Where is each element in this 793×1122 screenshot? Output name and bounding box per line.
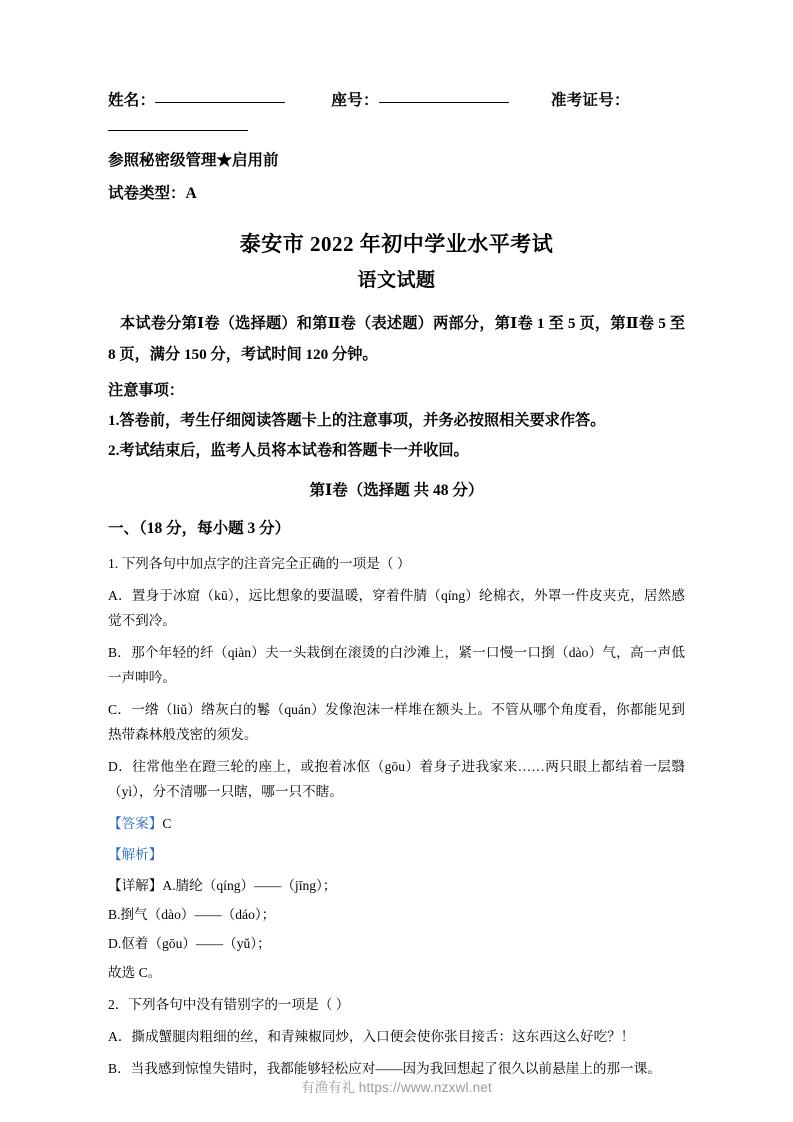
question-2-option-a: A．撕成蟹腿肉粗细的丝，和青辣椒同炒，入口便会使你张目接舌：这东西这么好吃？！: [108, 1029, 635, 1044]
notice-item-1: 1.答卷前，考生仔细阅读答题卡上的注意事项，并务必按照相关要求作答。: [108, 412, 606, 429]
page-title: 泰安市 2022 年初中学业水平考试: [239, 232, 554, 256]
notice-title: 注意事项：: [108, 382, 184, 399]
page-footer: [0, 1076, 793, 1096]
header-fields-line: [108, 88, 685, 114]
question-1-option-c: C．一绺（liǔ）绺灰白的鬈（quán）发像泡沫一样堆在额头上。不管从哪个角度看，你都能见到热带森林般茂密的须发。: [108, 702, 685, 742]
question-1-stem: 1. 下列各句中加点字的注音完全正确的一项是（ ）: [108, 556, 411, 571]
question-1-answer: [108, 811, 685, 836]
exam-id-blank-line: [108, 116, 685, 142]
question-2-stem: 2．下列各句中没有错别字的一项是（ ）: [108, 997, 350, 1012]
question-1-detail-line-2: B.捯气（dào）——（dáo）；: [108, 907, 276, 922]
question-1-detail-line-3: D.伛着（gōu）——（yǔ）；: [108, 936, 271, 951]
footer-brand: 有渔有礼: [300, 1080, 355, 1095]
detail-tag: 【详解】: [108, 878, 163, 893]
answer-value: C: [162, 816, 172, 831]
page-subtitle: 语文试题: [357, 270, 436, 291]
detail-text-1: A.腈纶（qíng）——（jīng）；: [162, 878, 337, 893]
notice-item-2: 2.考试结束后，监考人员将本试卷和答题卡一并收回。: [108, 442, 469, 459]
big-question-heading: 一、（18 分，每小题 3 分）: [108, 520, 291, 537]
section-heading: 第Ⅰ卷（选择题 共 48 分）: [309, 482, 484, 499]
question-1-detail-line-1: [108, 873, 685, 898]
question-1-analysis-tag: 【解析】: [108, 847, 163, 862]
name-blank: [155, 102, 285, 103]
paper-type-line: 试卷类型：A: [108, 185, 197, 202]
seat-label: 座号：: [331, 92, 379, 109]
answer-tag: 【答案】: [108, 816, 163, 831]
name-label: 姓名：: [108, 92, 156, 109]
exam-id-blank: [108, 130, 248, 131]
seat-blank: [379, 102, 509, 103]
question-1-option-b: B．那个年轻的纤（qiàn）夫一头栽倒在滚烫的白沙滩上，紧一口慢一口捯（dào）气，高一声低一声呻吟。: [108, 645, 685, 685]
secret-level-line: 参照秘密级管理★启用前: [108, 152, 279, 169]
footer-site: https://www.nzxwl.net: [358, 1080, 492, 1095]
question-1-option-a: A．置身于冰窟（kū），远比想象的要温暖，穿着件腈（qíng）纶棉衣，外罩一件皮夹克，居然感觉不到冷。: [108, 588, 685, 628]
question-1-detail-line-4: 故选 C。: [108, 965, 162, 980]
question-1-option-d: D．往常他坐在蹬三轮的座上，或抱着冰伛（gōu）着身子进我家来……两只眼上都结着一层翳（yì），分不清哪一只瞎，哪一只不瞎。: [108, 759, 685, 799]
exam-intro: 本试卷分第Ⅰ卷（选择题）和第Ⅱ卷（表述题）两部分，第Ⅰ卷 1 至 5 页，第Ⅱ卷 5 至 8 页，满分 150 分，考试时间 120 分钟。: [108, 315, 685, 363]
question-2-option-b: B．当我感到惊惶失错时，我都能够轻松应对——因为我回想起了很久以前悬崖上的那一课。: [108, 1061, 661, 1076]
exam-id-label: 准考证号：: [550, 92, 630, 109]
